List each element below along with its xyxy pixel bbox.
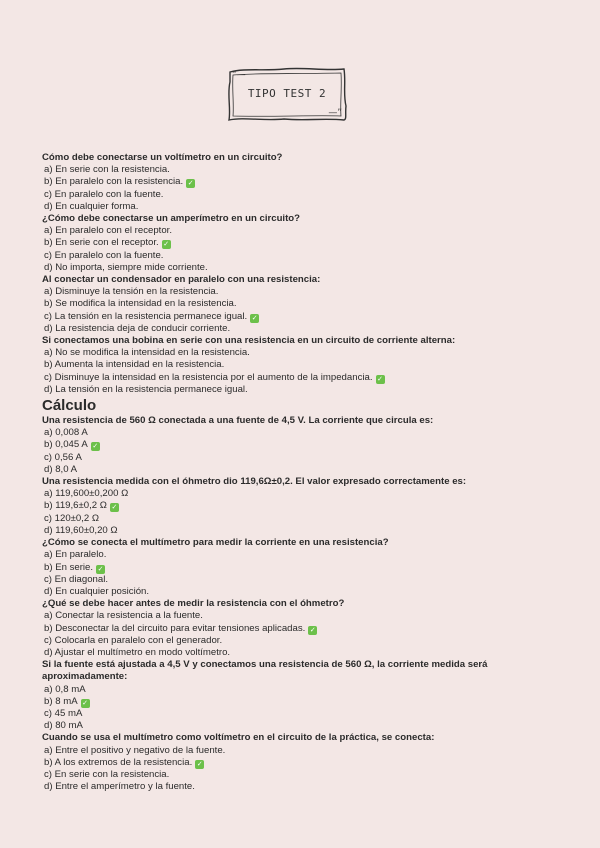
answer-option — [42, 201, 562, 213]
question-item — [42, 213, 562, 274]
answer-option-text: c) Disminuye la intensidad en la resistencia por el aumento de la impedancia. — [44, 371, 373, 383]
check-mark-icon: ✓ — [92, 443, 99, 451]
answer-option — [42, 696, 562, 708]
quote-open: “— — [232, 70, 246, 80]
answer-option-text: c) En paralelo con la fuente. — [44, 188, 164, 200]
answer-option-text: b) En paralelo con la resistencia. — [44, 176, 184, 188]
answer-option — [42, 574, 562, 586]
answer-option — [42, 647, 562, 659]
question-item — [42, 152, 562, 213]
answer-option — [42, 225, 562, 237]
answer-option-text: c) 120±0,2 Ω — [44, 512, 100, 524]
question-item — [42, 415, 562, 476]
answer-option — [42, 347, 562, 359]
answer-option-text: d) 8,0 A — [44, 463, 78, 475]
question-text: ¿Cómo se conecta el multímetro para medir la corriente en una resistencia? — [42, 537, 389, 549]
answer-option — [42, 439, 562, 451]
check-mark-icon: ✓ — [187, 180, 194, 188]
answer-option-text: a) No se modifica la intensidad en la resistencia. — [44, 347, 250, 359]
answer-option — [42, 311, 562, 323]
title-badge — [224, 64, 350, 124]
question-item — [42, 274, 562, 335]
answer-option — [42, 250, 562, 262]
answer-option-text: d) La resistencia deja de conducir corriente. — [44, 322, 231, 334]
answer-option-text: a) Disminuye la tensión en la resistencia. — [44, 286, 219, 298]
answer-option — [42, 623, 562, 635]
answer-option-text: b) Aumenta la intensidad en la resistencia. — [44, 359, 225, 371]
answer-option-text: d) En cualquier forma. — [44, 200, 139, 212]
answer-option — [42, 427, 562, 439]
answer-option-text: d) No importa, siempre mide corriente. — [44, 261, 208, 273]
answer-option-text: d) 80 mA — [44, 720, 83, 732]
answer-option — [42, 525, 562, 537]
answer-option-text: b) 119,6±0,2 Ω — [44, 500, 107, 512]
answer-option — [42, 500, 562, 512]
question-item — [42, 476, 562, 537]
answer-option-text: d) Entre el amperímetro y la fuente. — [44, 781, 195, 793]
answer-option-text: c) En paralelo con la fuente. — [44, 249, 164, 261]
answer-option — [42, 298, 562, 310]
answer-option-text: b) En serie. — [44, 561, 94, 573]
theory-questions — [42, 152, 562, 396]
answer-option-text: d) 119,60±0,20 Ω — [44, 524, 118, 536]
question-item — [42, 335, 562, 396]
answer-option — [42, 513, 562, 525]
answer-option-text: b) Se modifica la intensidad en la resistencia. — [44, 298, 237, 310]
answer-option — [42, 384, 562, 396]
question-item — [42, 537, 562, 598]
question-list — [42, 152, 562, 793]
answer-option-text: a) En paralelo con el receptor. — [44, 225, 172, 237]
answer-option — [42, 372, 562, 384]
answer-option — [42, 562, 562, 574]
question-text: ¿Cómo debe conectarse un amperímetro en un circuito? — [42, 213, 301, 225]
answer-option-text: a) 0,008 A — [44, 427, 88, 439]
answer-option — [42, 635, 562, 647]
question-text: Si conectamos una bobina en serie con una resistencia en un circuito de corriente alterna: — [42, 335, 456, 347]
answer-option — [42, 262, 562, 274]
answer-option — [42, 189, 562, 201]
answer-option-text: d) En cualquier posición. — [44, 585, 150, 597]
check-mark-icon: ✓ — [97, 565, 104, 573]
question-item — [42, 598, 562, 659]
answer-option-text: c) Colocarla en paralelo con el generador. — [44, 634, 223, 646]
page-title: TIPO TEST 2 — [247, 87, 327, 100]
answer-option — [42, 164, 562, 176]
answer-option — [42, 237, 562, 249]
answer-option — [42, 745, 562, 757]
answer-option-text: d) La tensión en la resistencia permanece igual. — [44, 383, 248, 395]
answer-option-text: a) En paralelo. — [44, 549, 107, 561]
answer-option-text: a) 0,8 mA — [44, 683, 86, 695]
answer-option-text: a) Conectar la resistencia a la fuente. — [44, 610, 203, 622]
answer-option — [42, 464, 562, 476]
answer-option-text: b) A los extremos de la resistencia. — [44, 756, 193, 768]
answer-option — [42, 769, 562, 781]
question-text: Cuando se usa el multímetro como voltímetro en el circuito de la práctica, se conecta: — [42, 732, 435, 744]
answer-option — [42, 757, 562, 769]
check-mark-icon: ✓ — [111, 504, 118, 512]
answer-option — [42, 286, 562, 298]
check-mark-icon: ✓ — [377, 375, 383, 383]
answer-option — [42, 720, 562, 732]
answer-option-text: b) En serie con el receptor. — [44, 237, 159, 249]
check-mark-icon: ✓ — [251, 314, 258, 322]
question-text: ¿Qué se debe hacer antes de medir la resistencia con el óhmetro? — [42, 598, 345, 610]
answer-option-text: b) 8 mA — [44, 695, 78, 707]
question-text: Cómo debe conectarse un voltímetro en un circuito? — [42, 152, 283, 163]
answer-option-text: c) En diagonal. — [44, 573, 108, 585]
answer-option-text: b) 0,045 A — [44, 439, 88, 451]
answer-option-text: a) En serie con la resistencia. — [44, 164, 170, 176]
question-item — [42, 659, 562, 732]
question-item — [42, 732, 562, 793]
answer-option-text: a) 119,600±0,200 Ω — [44, 488, 129, 500]
answer-option — [42, 586, 562, 598]
answer-option — [42, 323, 562, 335]
question-text: Si la fuente está ajustada a 4,5 V y conectamos una resistencia de 560 Ω, la corriente medida será aproximadamente: — [42, 659, 488, 683]
answer-option — [42, 781, 562, 793]
answer-option — [42, 610, 562, 622]
answer-option — [42, 452, 562, 464]
answer-option-text: c) 0,56 A — [44, 451, 82, 463]
quote-close: —” — [328, 108, 342, 118]
answer-option-text: c) 45 mA — [44, 707, 83, 719]
answer-option — [42, 176, 562, 188]
section-heading-calculo: Cálculo — [42, 397, 97, 415]
check-mark-icon: ✓ — [163, 241, 170, 249]
answer-option — [42, 359, 562, 371]
calculation-questions — [42, 415, 562, 793]
answer-option-text: a) Entre el positivo y negativo de la fuente. — [44, 744, 226, 756]
answer-option — [42, 708, 562, 720]
answer-option — [42, 549, 562, 561]
answer-option-text: c) En serie con la resistencia. — [44, 768, 170, 780]
answer-option — [42, 684, 562, 696]
answer-option-text: d) Ajustar el multímetro en modo voltímetro. — [44, 646, 231, 658]
check-mark-icon: ✓ — [82, 699, 89, 707]
question-text: Una resistencia de 560 Ω conectada a una fuente de 4,5 V. La corriente que circula es: — [42, 415, 434, 427]
check-mark-icon: ✓ — [196, 760, 203, 768]
question-text: Al conectar un condensador en paralelo con una resistencia: — [42, 274, 321, 286]
check-mark-icon: ✓ — [309, 626, 316, 634]
question-text: Una resistencia medida con el óhmetro dio 119,6Ω±0,2. El valor expresado correctamente es: — [42, 476, 467, 488]
answer-option-text: c) La tensión en la resistencia permanece igual. — [44, 310, 248, 322]
answer-option-text: b) Desconectar la del circuito para evitar tensiones aplicadas. — [44, 622, 306, 634]
answer-option — [42, 488, 562, 500]
